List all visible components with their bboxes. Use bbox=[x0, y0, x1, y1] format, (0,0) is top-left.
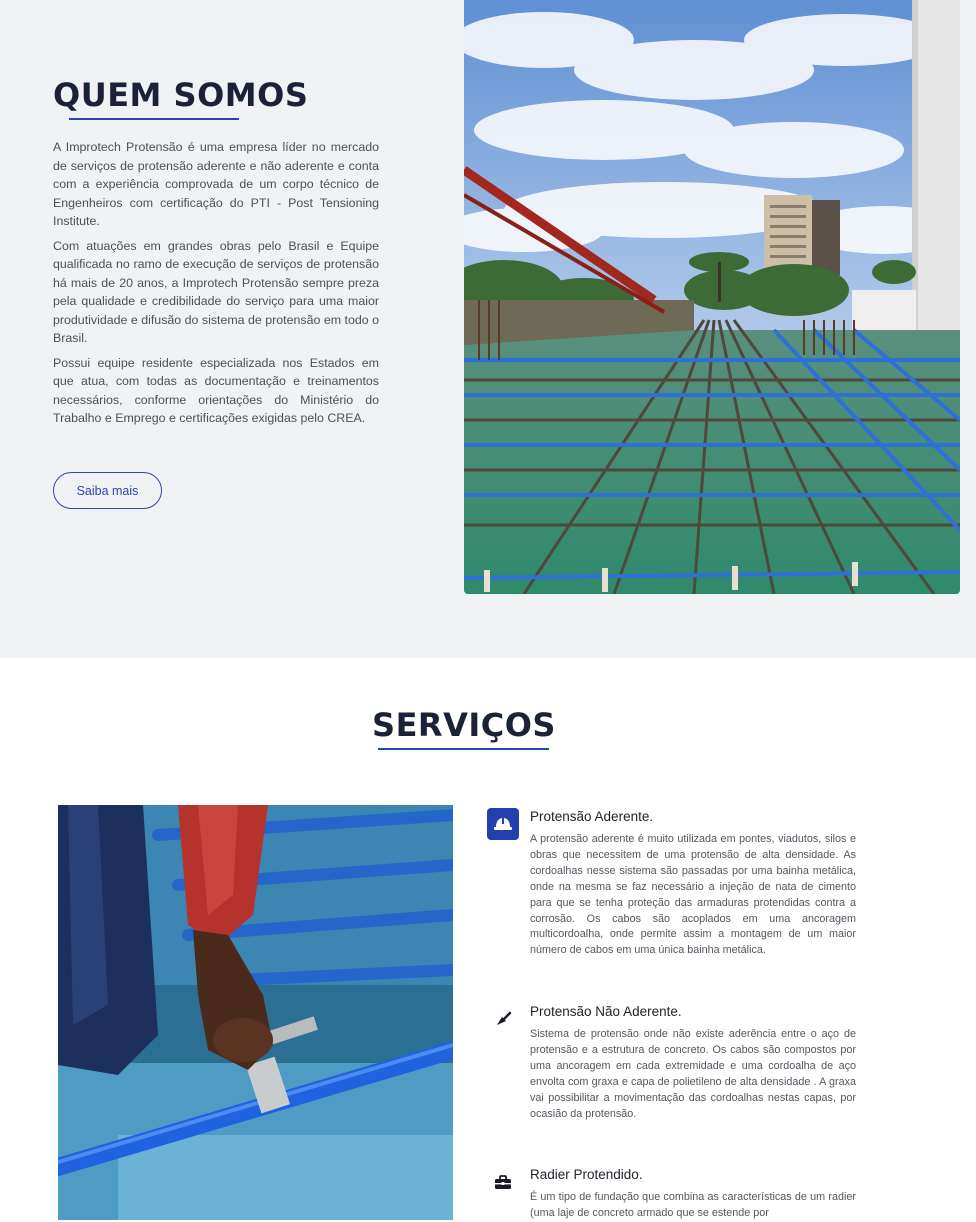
service-description: Sistema de protensão onde não existe aderência entre o aço de protensão e a estrutura de concreto. Os cabos são compostos por uma ancoragem em cada extremidade e uma cordoalha de aço envolta com graxa e capa de polietileno de alta densidade . A graxa vai possibilitar a movimentação das cordoalhas nestas capas, por ocasião da protensão. bbox=[530, 1028, 856, 1120]
services-title-underline bbox=[378, 748, 549, 750]
worker-tendon-photo bbox=[58, 805, 453, 1220]
service-description: É um tipo de fundação que combina as características de um radier (uma laje de concreto armado que se estende por bbox=[530, 1191, 856, 1219]
worker-tendon-illustration bbox=[58, 805, 453, 1220]
about-paragraph: Com atuações em grandes obras pelo Brasil e Equipe qualificada no ramo de execução de serviços de protensão há mais de 20 anos, a Improtech Protensão sempre preza pela qualidade e credibilidade do serviço para uma maior produtividade e difusão do sistema de protensão em todo o Brasil. bbox=[53, 238, 379, 345]
about-paragraph: Possui equipe residente especializada nos Estados em que atua, com todas as documentação e treinamentos necessários, conforme orientações do Ministério do Trabalho e Emprego e certificações exigidas pelo CREA. bbox=[53, 355, 379, 425]
construction-site-illustration bbox=[464, 0, 960, 594]
saiba-mais-button[interactable]: Saiba mais bbox=[53, 472, 162, 509]
about-title: QUEM SOMOS bbox=[53, 76, 309, 114]
service-title: Radier Protendido. bbox=[530, 1167, 643, 1182]
service-title: Protensão Não Aderente. bbox=[530, 1004, 682, 1019]
about-text bbox=[53, 138, 379, 434]
service-description: A protensão aderente é muito utilizada em pontes, viadutos, silos e obras que necessitem de uma protensão de alta densidade. As cordoalhas nesse sistema são passadas por uma bainha metálica, onde na mesma se faz necessário a injeção de nata de cimento para que se tenha proteção das armaduras protendidas contra a corrosão. Os cabos são acoplados em uma ancoragem multicordoalha, onde permite assim a montagem de um maior número de cabos em uma única bainha metálica. bbox=[530, 833, 856, 957]
about-paragraph: A Improtech Protensão é uma empresa líder no mercado de serviços de protensão aderente e não aderente e conta com a experiência comprovada de um corpo técnico de Engenheiros com certificação do PTI - Post Tensioning Institute. bbox=[53, 140, 379, 228]
helmet-icon bbox=[487, 808, 519, 840]
service-title: Protensão Aderente. bbox=[530, 809, 654, 824]
about-title-underline bbox=[69, 118, 239, 120]
construction-site-photo bbox=[464, 0, 960, 594]
trowel-icon bbox=[487, 1003, 519, 1035]
services-title: SERVIÇOS bbox=[372, 706, 556, 744]
toolbox-icon bbox=[487, 1166, 519, 1198]
